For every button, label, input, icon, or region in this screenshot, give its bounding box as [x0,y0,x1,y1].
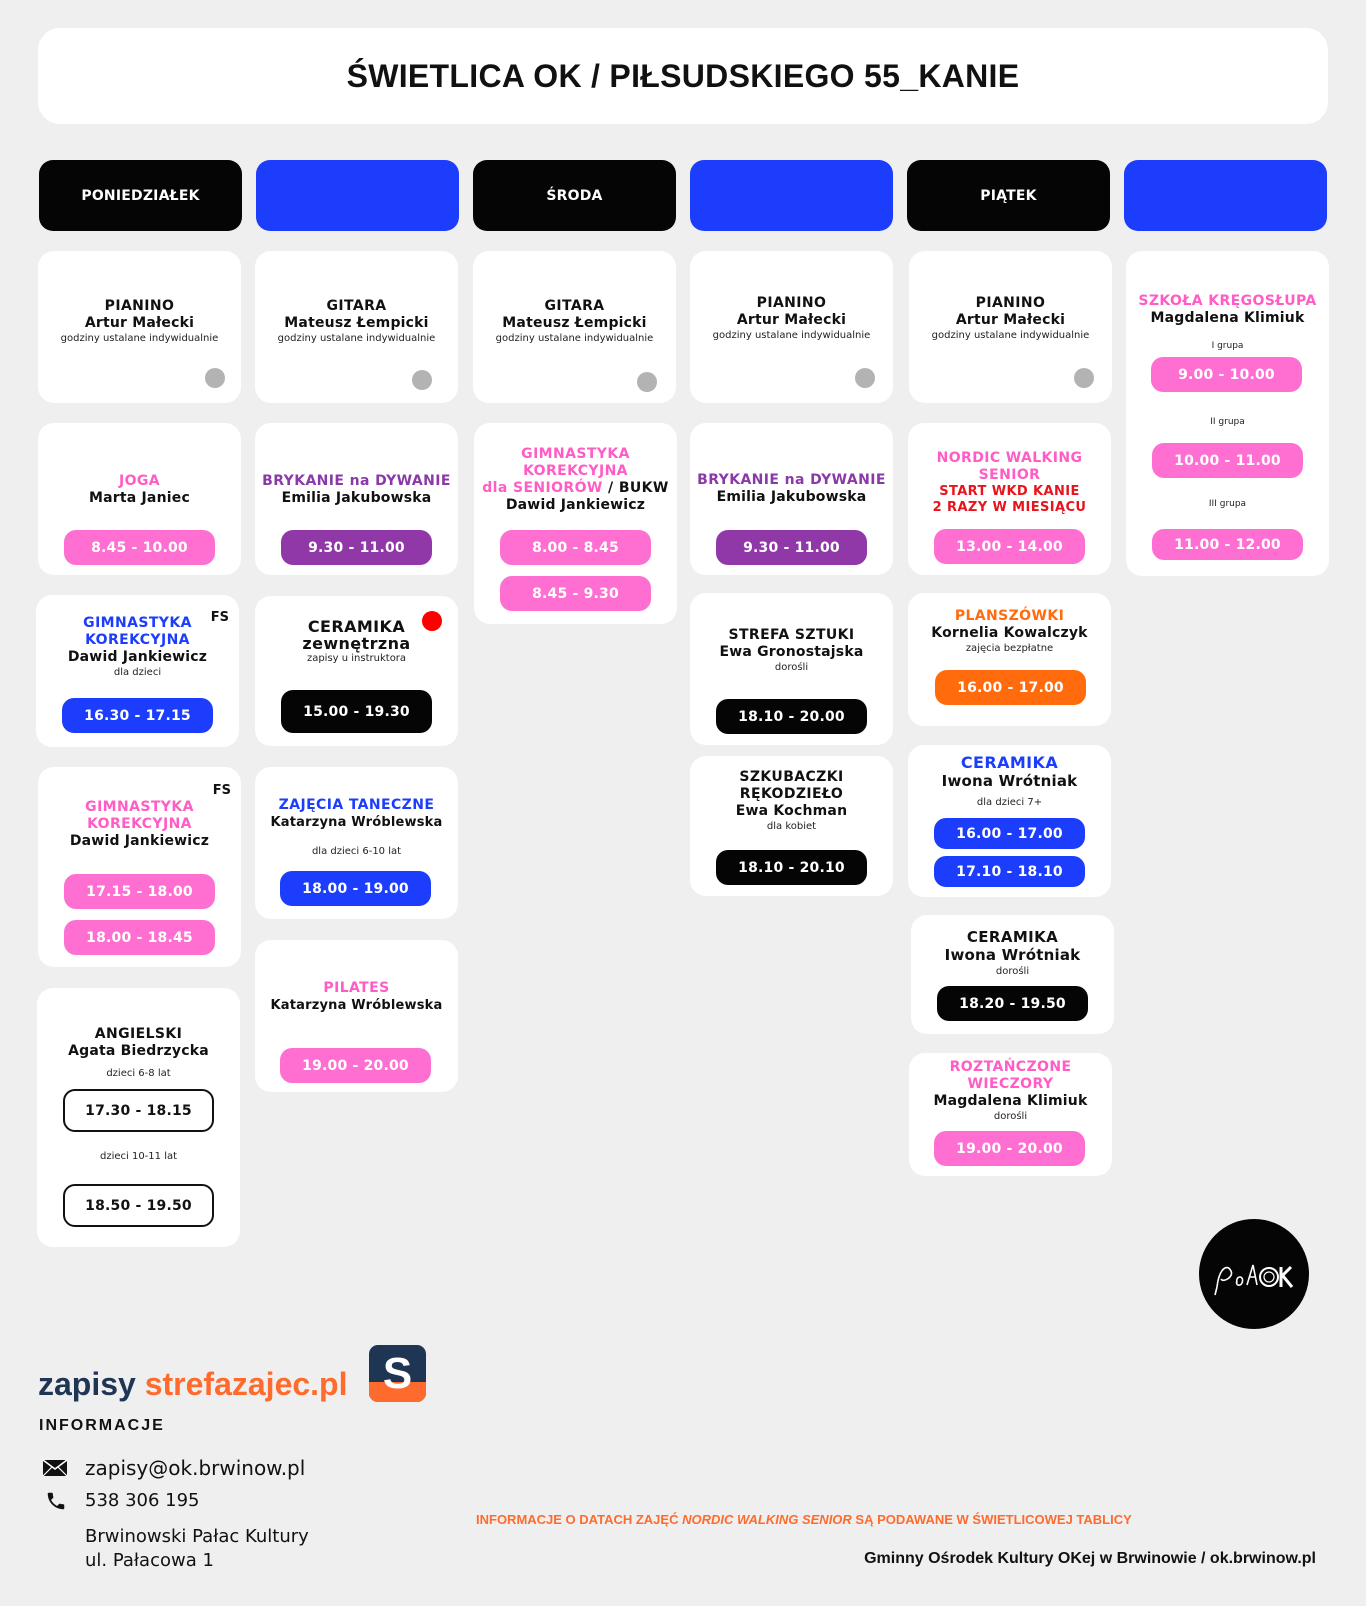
notice-part3: SĄ PODAWANE W ŚWIETLICOWEJ TABLICY [851,1512,1132,1527]
class-title: ZAJĘCIA TANECZNE [278,797,435,813]
page-header [38,28,1328,124]
status-dot [412,370,432,390]
class-title: ROZTAŃCZONE [949,1059,1072,1075]
day-header-tuesday: WTOREK [256,160,459,231]
contact-phone[interactable]: 538 306 195 [85,1490,200,1511]
class-title-suffix: / BUKW [602,480,669,496]
time-slot[interactable]: 17.30 - 18.15 [63,1089,214,1132]
notice-part2: NORDIC WALKING SENIOR [682,1512,852,1527]
instructor-name: Agata Biedrzycka [68,1043,209,1059]
class-note: dorośli [774,662,809,673]
class-title-line2: KOREKCYJNA [87,816,192,832]
info-heading: INFORMACJE [39,1417,165,1434]
time-slot[interactable]: 18.10 - 20.00 [716,699,867,734]
instructor-name: Kornelia Kowalczyk [931,625,1088,641]
organization-footer: Gminny Ośrodek Kultury OKej w Brwinowie / ok.brwinow.pl [864,1550,1316,1567]
time-slot[interactable]: 16.30 - 17.15 [62,698,213,733]
class-card-ceramika-tue[interactable] [255,596,458,746]
instructor-name: Artur Małecki [736,312,847,328]
instructor-name: Artur Małecki [84,315,195,331]
time-slot[interactable]: 8.45 - 10.00 [64,530,215,565]
group-note: dzieci 6-8 lat [106,1068,171,1079]
instructor-name: Emilia Jakubowska [281,490,432,506]
class-card-strefa-sztuki-thu[interactable] [690,593,893,745]
class-title-line2: RĘKODZIEŁO [739,786,844,802]
class-title: CERAMIKA [966,928,1059,946]
status-dot [855,368,875,388]
instructor-name: Dawid Jankiewicz [505,497,646,513]
instructor-name: Marta Janiec [89,490,190,506]
class-note: godziny ustalane indywidualnie [495,333,654,344]
class-card-gimnastyka-mon-2[interactable] [38,767,241,967]
class-card-brykanie-tue[interactable] [255,423,458,575]
instructor-name: Magdalena Klimiuk [1150,310,1305,326]
notice-part1: INFORMACJE O DATACH ZAJĘĆ [476,1512,683,1527]
instructor-name: Iwona Wrótniak [944,946,1081,964]
class-title: BRYKANIE na DYWANIE [697,472,886,488]
instructor-name: Mateusz Łempicki [284,315,429,331]
instructor-name: Katarzyna Wróblewska [270,998,443,1013]
time-slot[interactable]: 8.45 - 9.30 [500,576,651,611]
group-note: III grupa [1208,499,1247,509]
fs-badge: FS [210,610,229,625]
class-note: godziny ustalane indywidualnie [60,333,219,344]
fs-badge: FS [212,783,231,798]
class-title: GITARA [326,298,387,314]
class-note: godziny ustalane indywidualnie [931,330,1090,341]
class-title-line2: KOREKCYJNA [85,632,190,648]
class-title: STREFA SZTUKI [728,627,855,643]
day-header-monday: PONIEDZIAŁEK [39,160,242,231]
nordic-notice [476,1512,1132,1527]
status-dot [637,372,657,392]
class-title-line2: SENIOR [978,467,1041,483]
class-title: GIMNASTYKA [83,615,192,631]
time-slot[interactable]: 11.00 - 12.00 [1152,529,1303,560]
class-note: zajęcia bezpłatne [965,643,1054,654]
class-title: GIMNASTYKA [521,446,630,462]
class-subtitle: START WKD KANIE [939,484,1080,499]
class-note: dla dzieci [113,667,162,678]
day-header-wednesday: ŚRODA [473,160,676,231]
class-title: NORDIC WALKING [936,450,1083,466]
class-card-gimnastyka-mon-1[interactable] [36,595,239,747]
time-slot[interactable]: 18.00 - 19.00 [280,871,431,906]
phone-icon [45,1490,67,1516]
class-title: GIMNASTYKA [85,799,194,815]
class-card-gitara-wed[interactable] [473,251,676,403]
signup-site[interactable]: strefazajec.pl [144,1366,348,1402]
class-title: PIANINO [975,295,1046,311]
time-slot[interactable]: 16.00 - 17.00 [934,818,1085,849]
time-slot[interactable]: 10.00 - 11.00 [1152,443,1303,478]
time-slot[interactable]: 17.10 - 18.10 [934,856,1085,887]
class-title-line2: zewnętrzna [302,634,411,653]
time-slot[interactable]: 16.00 - 17.00 [935,670,1086,705]
time-slot[interactable]: 9.30 - 11.00 [281,530,432,565]
strefazajec-logo[interactable] [369,1345,426,1402]
class-card-nordic-fri[interactable] [908,423,1111,575]
class-title: PLANSZÓWKI [954,608,1065,624]
class-card-gitara-tue[interactable] [255,251,458,403]
instructor-name: Artur Małecki [955,312,1066,328]
class-title: ANGIELSKI [94,1026,183,1042]
time-slot[interactable]: 18.00 - 18.45 [64,920,215,955]
class-card-ceramika-fri-1[interactable] [908,745,1111,897]
class-card-szkubaczki-thu[interactable] [690,756,893,896]
instructor-name: Ewa Gronostajska [719,644,864,660]
class-title-line2: KOREKCYJNA [523,463,628,479]
class-card-joga-mon[interactable] [38,423,241,575]
class-card-szkola-kregoslupa-sat[interactable] [1126,251,1329,576]
group-note: II grupa [1210,417,1245,427]
class-note: godziny ustalane indywidualnie [277,333,436,344]
okej-logo-icon [1209,1249,1299,1299]
class-card-piano-mon[interactable] [38,251,241,403]
class-card-brykanie-thu[interactable] [690,423,893,575]
time-slot[interactable]: 19.00 - 20.00 [934,1131,1085,1166]
time-slot[interactable]: 19.00 - 20.00 [280,1048,431,1083]
page-title: ŚWIETLICA OK / PIŁSUDSKIEGO 55_KANIE [346,57,1020,94]
time-slot[interactable]: 18.50 - 19.50 [63,1184,214,1227]
class-card-roztanczone-fri[interactable] [909,1053,1112,1176]
instructor-name: Iwona Wrótniak [941,772,1078,790]
class-title: CERAMIKA [307,617,406,636]
class-card-pilates-tue[interactable] [255,940,458,1092]
envelope-icon [42,1459,68,1481]
instructor-name: Emilia Jakubowska [716,489,867,505]
group-note: I grupa [1211,341,1244,351]
time-slot[interactable]: 15.00 - 19.30 [281,690,432,733]
instructor-name: Katarzyna Wróblewska [270,815,443,830]
class-note: godziny ustalane indywidualnie [712,330,871,341]
class-card-piano-fri[interactable] [909,251,1112,403]
instructor-name: Dawid Jankiewicz [69,833,210,849]
group-note: dzieci 10-11 lat [99,1151,178,1162]
class-subtitle-line2: 2 RAZY W MIESIĄCU [932,500,1087,515]
class-card-angielski-mon[interactable] [37,988,240,1247]
class-title-line2: WIECZORY [967,1076,1054,1092]
class-card-taniec-tue[interactable] [255,767,458,919]
instructor-name: Magdalena Klimiuk [933,1093,1088,1109]
okej-logo [1199,1219,1309,1329]
class-note: dorośli [995,966,1030,977]
class-title: PIANINO [756,295,827,311]
signup-label: zapisy [38,1366,136,1402]
class-note: dla dzieci 7+ [976,797,1043,808]
instructor-name: Dawid Jankiewicz [67,649,208,665]
class-title: CERAMIKA [960,753,1059,772]
class-note: dla kobiet [766,821,817,832]
address-line2: ul. Pałacowa 1 [85,1550,214,1571]
class-title: SZKOŁA KRĘGOSŁUPA [1138,293,1317,309]
class-note: dla dzieci 6-10 lat [311,846,402,857]
class-title: GITARA [544,298,605,314]
time-slot[interactable]: 8.00 - 8.45 [500,530,651,565]
class-title-line3: dla SENIORÓW [482,480,603,496]
time-slot[interactable]: 13.00 - 14.00 [934,529,1085,564]
class-title: BRYKANIE na DYWANIE [262,473,451,489]
status-dot [205,368,225,388]
class-card-piano-thu[interactable] [690,251,893,403]
class-note: dorośli [993,1111,1028,1122]
time-slot[interactable]: 18.10 - 20.10 [716,850,867,885]
class-title: PILATES [323,980,390,996]
class-title: JOGA [118,473,161,489]
time-slot[interactable]: 18.20 - 19.50 [937,986,1088,1021]
class-title: SZKUBACZKI [739,769,844,785]
contact-address [85,1525,309,1573]
time-slot[interactable]: 9.00 - 10.00 [1151,357,1302,392]
instructor-name: Mateusz Łempicki [502,315,647,331]
status-dot [1074,368,1094,388]
day-header-thursday: CZWARTEK [690,160,893,231]
day-header-saturday: SOBOTA [1124,160,1327,231]
time-slot[interactable]: 17.15 - 18.00 [64,874,215,909]
class-card-gimnastyka-wed[interactable] [474,423,677,624]
strefazajec-logo-letter: S [382,1348,413,1398]
class-title: PIANINO [104,298,175,314]
address-line1: Brwinowski Pałac Kultury [85,1526,309,1547]
instructor-name: Ewa Kochman [735,803,848,819]
class-card-planszowki-fri[interactable] [908,593,1111,726]
class-note: zapisy u instruktora [306,653,407,664]
day-header-friday: PIĄTEK [907,160,1110,231]
contact-email[interactable]: zapisy@ok.brwinow.pl [85,1456,306,1480]
time-slot[interactable]: 9.30 - 11.00 [716,530,867,565]
class-card-ceramika-fri-2[interactable] [911,915,1114,1034]
signup-link[interactable] [38,1366,347,1403]
